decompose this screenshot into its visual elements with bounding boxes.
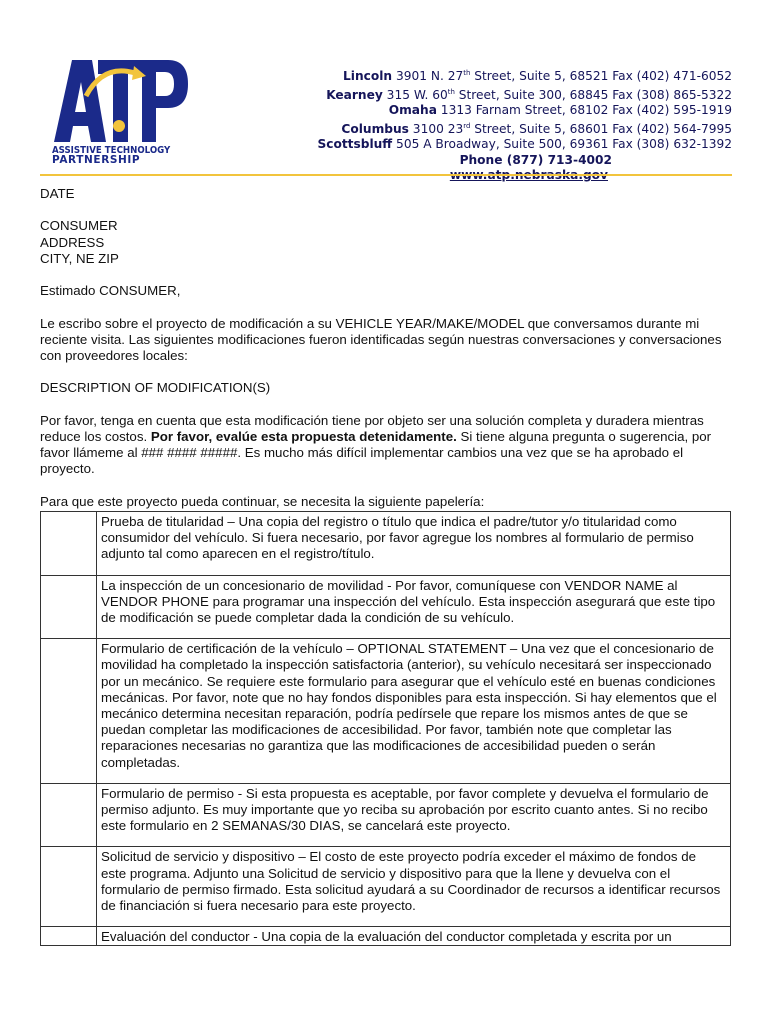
office-line: Columbus 3100 23rd Street, Suite 5, 68601 Fax (402) 564-7995 bbox=[341, 121, 732, 136]
table-row bbox=[41, 847, 731, 927]
paper-item: Solicitud de servicio y dispositivo – El costo de este proyecto podría exceder el máximo de fondos de este programa. Adjunto una Solicitud de servicio y dispositivo para que la llene y devuelva con el formulario de permiso firmado. Esta solicitud ayudará a su Coordinador de recursos a identificar recursos de financiación si fuera necesario para este proyecto. bbox=[97, 847, 731, 927]
paper-item: Formulario de permiso - Si esta propuesta es aceptable, por favor complete y devuelva el formulario de permiso adjunto. Es muy importante que yo reciba su aprobación por escrito cuanto antes. Si no recibo este formulario en 2 SEMANAS/30 DIAS, se cancelará este proyecto. bbox=[97, 783, 731, 847]
table-row bbox=[41, 512, 731, 576]
table-row bbox=[41, 639, 731, 784]
office-addresses bbox=[317, 66, 732, 166]
address-line: CITY, NE ZIP bbox=[40, 250, 119, 266]
table-row bbox=[41, 575, 731, 639]
letter-date: DATE bbox=[40, 186, 75, 201]
intro-paragraph: Le escribo sobre el proyecto de modificación a su VEHICLE YEAR/MAKE/MODEL que conversamos durante mi reciente visita. Las siguientes modificaciones fueron identificadas según nuestras conversaciones y conversaciones con proveedores locales: bbox=[40, 315, 722, 363]
required-papers-table bbox=[40, 511, 731, 946]
header-divider bbox=[40, 174, 732, 176]
office-line: Kearney 315 W. 60th Street, Suite 300, 68845 Fax (308) 865-5322 bbox=[326, 87, 732, 102]
checkbox-cell[interactable] bbox=[41, 927, 97, 946]
checkbox-cell[interactable] bbox=[41, 575, 97, 639]
phone-number: Phone (877) 713-4002 bbox=[459, 152, 612, 167]
office-city: Omaha bbox=[388, 103, 437, 118]
logo-subtitle-1: ASSISTIVE TECHNOLOGY bbox=[52, 145, 171, 156]
modification-description: DESCRIPTION OF MODIFICATION(S) bbox=[40, 380, 271, 396]
paper-item: La inspección de un concesionario de movilidad - Por favor, comuníquese con VENDOR NAME al VENDOR PHONE para programar una inspección del vehículo. Esta inspección asegurará que este tipo de modificación se puede completar dada la condición de su vehículo. bbox=[97, 575, 731, 639]
paper-item: Prueba de titularidad – Una copia del registro o título que indica el padre/tutor y/o titularidad como consumidor del vehículo. Si fuera necesario, por favor agregue los nombres al formulario de permiso adjunto tal como aparecen en el registro/título. bbox=[97, 512, 731, 576]
office-city: Scottsbluff bbox=[317, 137, 393, 152]
address-line: ADDRESS bbox=[40, 234, 105, 250]
office-city: Columbus bbox=[341, 121, 409, 136]
office-line: Scottsbluff 505 A Broadway, Suite 500, 69361 Fax (308) 632-1392 bbox=[317, 137, 732, 152]
papers-intro: Para que este proyecto pueda continuar, se necesita la siguiente papelería: bbox=[40, 493, 485, 509]
evaluation-paragraph: Por favor, tenga en cuenta que esta modificación tiene por objeto ser una solución completa y duradera mientras reduce los costos. Por favor, evalúe esta propuesta detenidamente. Si tiene alguna pregunta o sugerencia, por favor llámeme al ### #### #####. Es mucho más difícil implementar cambios una vez que se ha aprobado el proyecto. bbox=[40, 412, 712, 477]
letterhead bbox=[0, 0, 770, 176]
table-row bbox=[41, 927, 731, 946]
checkbox-cell[interactable] bbox=[41, 783, 97, 847]
office-city: Kearney bbox=[326, 87, 383, 102]
table-row bbox=[41, 783, 731, 847]
paper-item: Formulario de certificación de la vehículo – OPTIONAL STATEMENT – Una vez que el concesionario de movilidad ha completado la inspección satisfactoria (anterior), su vehículo necesitará ser inspeccionado por un mecánico. Se requiere este formulario para asegurar que el vehículo esté en buenas condiciones mecánicas. Por favor, note que no hay fondos disponibles para esta inspección. Si hay elementos que el mecánico determina necesitan reparación, podría pedírsele que repare los mismos antes de que se puedan completar las modificaciones de accesibilidad. Por favor, también note que completar las reparaciones necesarias no garantiza que las modificaciones de accesibilidad pueden o serán completadas. bbox=[97, 639, 731, 784]
checkbox-cell[interactable] bbox=[41, 639, 97, 784]
emphasis-text: Por favor, evalúe esta propuesta detenidamente. bbox=[150, 428, 457, 444]
office-city: Lincoln bbox=[343, 69, 393, 84]
checkbox-cell[interactable] bbox=[41, 512, 97, 576]
salutation: Estimado CONSUMER, bbox=[40, 283, 181, 299]
paper-item: Evaluación del conductor - Una copia de la evaluación del conductor completada y escrita por un bbox=[97, 927, 731, 946]
office-line: Lincoln 3901 N. 27th Street, Suite 5, 68521 Fax (402) 471-6052 bbox=[343, 69, 732, 84]
logo-subtitle-2: PARTNERSHIP bbox=[52, 154, 141, 166]
atp-logo bbox=[46, 52, 196, 164]
recipient-address bbox=[40, 218, 732, 267]
checkbox-cell[interactable] bbox=[41, 847, 97, 927]
office-line: Omaha 1313 Farnam Street, 68102 Fax (402) 595-1919 bbox=[388, 103, 732, 118]
letter-body bbox=[40, 186, 732, 510]
address-line: CONSUMER bbox=[40, 218, 118, 234]
